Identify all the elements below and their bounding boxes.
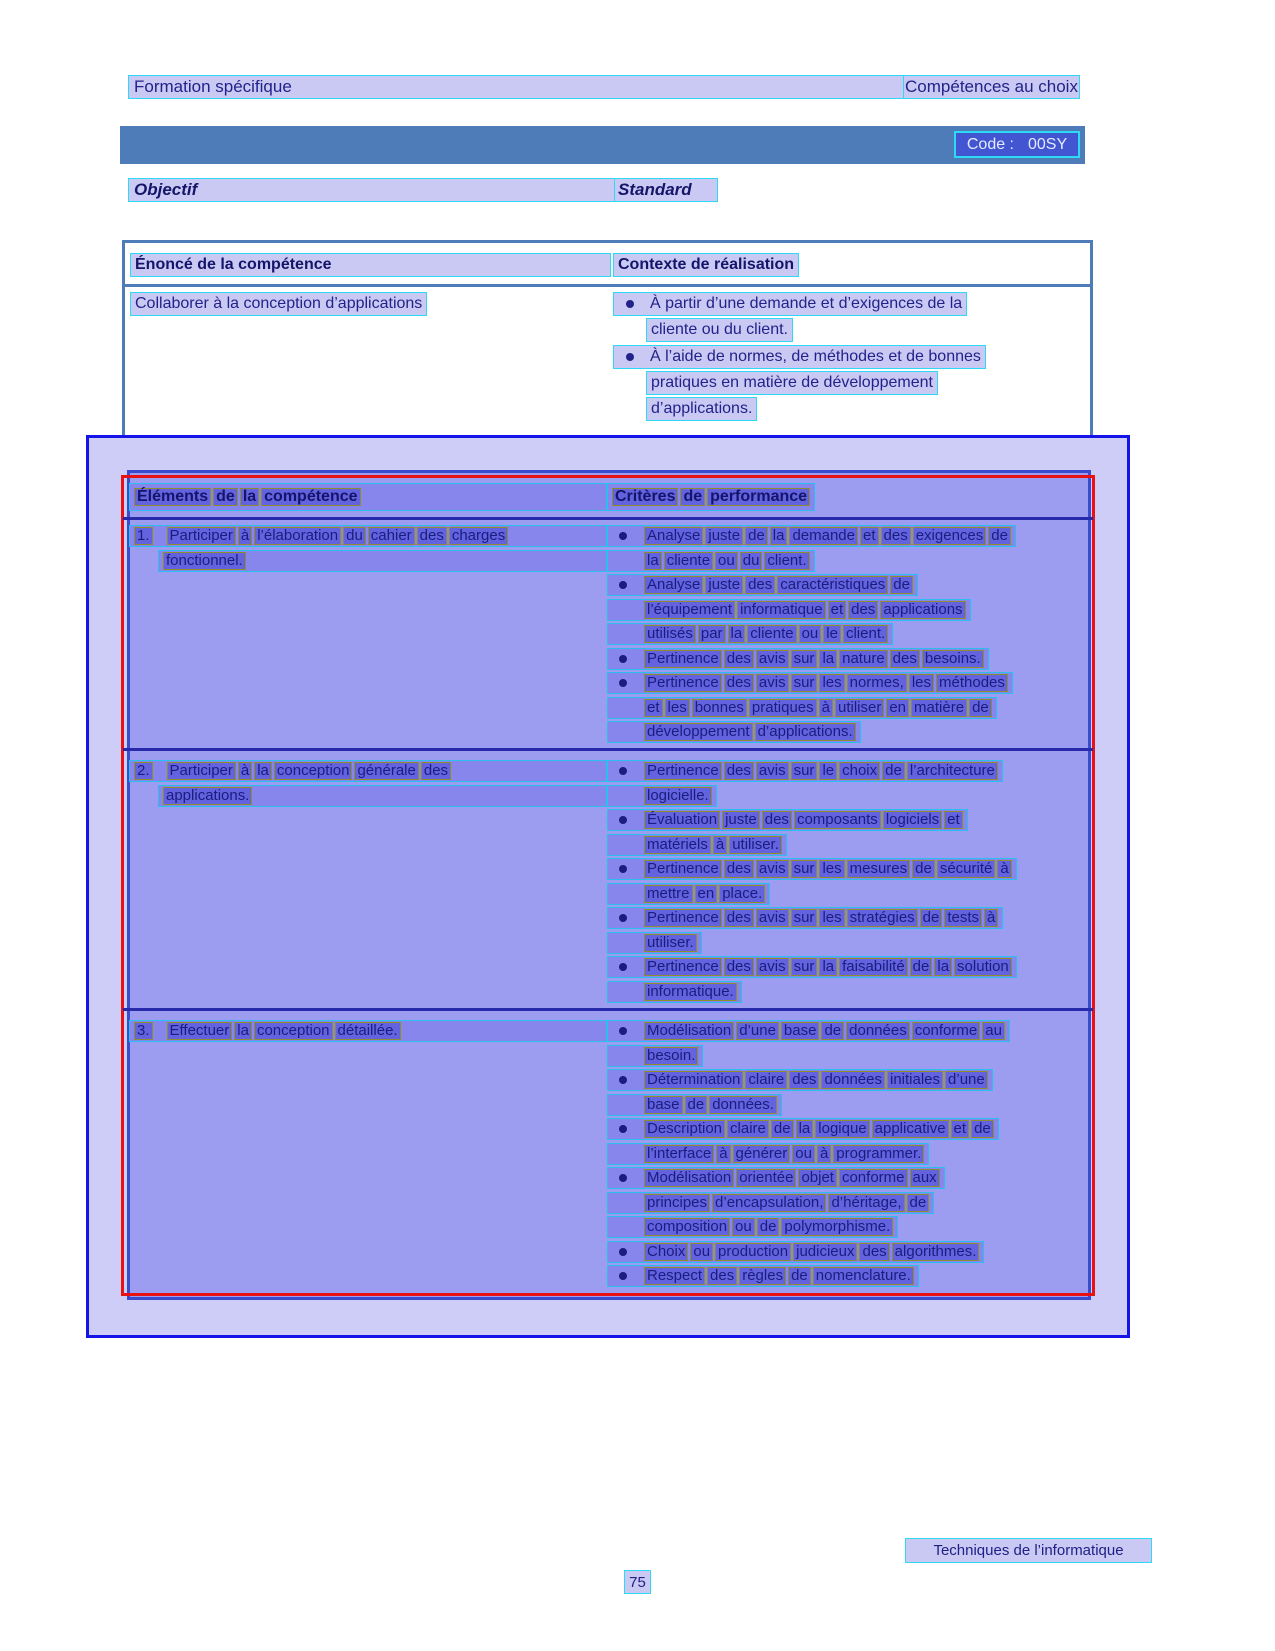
criterion-line: Évaluation juste des composants logiciels et: [643, 811, 964, 829]
criterion-line: utilisés par la cliente ou le client.: [643, 625, 889, 643]
bullet-icon: [611, 1168, 643, 1188]
element-text: 1. Participer à l’élaboration du cahier des charges: [133, 527, 509, 545]
context-line: pratiques en matière de développement: [651, 373, 933, 391]
context-line: À l’aide de normes, de méthodes et de bonnes: [650, 347, 981, 365]
criterion-line: Modélisation d’une base de données conforme au: [643, 1022, 1006, 1040]
table1-col1-header-strip: [130, 253, 611, 277]
title-banner: [120, 126, 1085, 164]
criterion-line: Modélisation orientée objet conforme aux: [643, 1169, 941, 1187]
context-line: À partir d’une demande et d’exigences de la: [650, 295, 963, 312]
list-item: [607, 1192, 1091, 1217]
bullet-gap: [611, 722, 643, 742]
criterion-line: Pertinence des avis sur la nature des besoins.: [643, 650, 985, 668]
list-item: [607, 907, 1091, 932]
context-bullet-list: [613, 292, 1091, 423]
element-line: [129, 525, 607, 550]
criterion-line: et les bonnes pratiques à utiliser en matière de: [643, 699, 993, 717]
element-line: [129, 1020, 607, 1045]
criterion-line: base de données.: [643, 1096, 778, 1114]
bullet-icon: [611, 859, 643, 879]
bullet-gap: [611, 786, 643, 806]
bullet-gap: [611, 551, 643, 571]
list-item: [607, 1020, 1091, 1045]
criterion-line: Respect des règles de nomenclature.: [643, 1267, 915, 1285]
list-item: [607, 932, 1091, 957]
list-item: [607, 760, 1091, 785]
list-item: [607, 1143, 1091, 1168]
running-header-right-box: [903, 75, 1080, 99]
bullet-icon: [611, 673, 643, 693]
list-item: [607, 809, 1091, 834]
criteria-cell-3: [607, 1020, 1091, 1290]
bullet-gap: [611, 835, 643, 855]
code-value: 00SY: [1028, 135, 1068, 153]
criterion-line: la cliente ou du client.: [643, 552, 811, 570]
standard-label: Standard: [618, 180, 692, 199]
code-badge: [954, 131, 1080, 158]
context-line: cliente ou du client.: [651, 321, 788, 339]
list-item: [607, 1069, 1091, 1094]
table1-header-divider: [125, 284, 1090, 287]
criterion-line: Détermination claire des données initiales d’une: [643, 1071, 989, 1089]
list-item: [613, 397, 1091, 423]
running-header-right: Compétences au choix: [905, 77, 1078, 96]
element-line: [129, 785, 607, 810]
list-item: [607, 1167, 1091, 1192]
bullet-icon: [611, 1070, 643, 1090]
objectif-label: Objectif: [134, 180, 198, 199]
context-line: d’applications.: [651, 400, 753, 418]
standard-box: [614, 178, 718, 202]
list-item: [607, 858, 1091, 883]
bullet-icon: [611, 1119, 643, 1139]
criterion-line: développement d’applications.: [643, 723, 857, 741]
list-item: [607, 550, 1091, 575]
element-cell-1: [129, 525, 607, 574]
bullet-gap: [611, 698, 643, 718]
bullet-icon: [611, 957, 643, 977]
bullet-gap: [611, 1144, 643, 1164]
criterion-line: Pertinence des avis sur les stratégies de tests à: [643, 909, 999, 927]
table2-col2-header-strip: [607, 483, 815, 511]
criterion-line: l’interface à générer ou à programmer.: [643, 1145, 925, 1163]
list-item: [607, 785, 1091, 810]
bullet-icon: [611, 1242, 643, 1262]
list-item: [607, 721, 1091, 746]
bullet-icon: [618, 293, 650, 315]
list-item: [607, 648, 1091, 673]
bullet-icon: [611, 810, 643, 830]
element-line: [129, 760, 607, 785]
list-item: [607, 883, 1091, 908]
bullet-icon: [611, 526, 643, 546]
list-item: [607, 1094, 1091, 1119]
criterion-line: logicielle.: [643, 787, 713, 805]
table2-divider: [123, 517, 1093, 520]
element-cell-3: [129, 1020, 607, 1045]
criterion-line: besoin.: [643, 1047, 699, 1065]
table2-row-divider: [123, 1008, 1093, 1011]
list-item: [613, 318, 1091, 344]
criterion-line: Analyse juste des caractéristiques de: [643, 576, 914, 594]
element-cell-2: [129, 760, 607, 809]
table2-col1-header: Éléments de la compétence: [133, 488, 362, 506]
list-item: [607, 672, 1091, 697]
list-item: [607, 1241, 1091, 1266]
bullet-icon: [611, 761, 643, 781]
criterion-line: Pertinence des avis sur les mesures de sécurité à: [643, 860, 1013, 878]
list-item: [613, 371, 1091, 397]
running-header-left: Formation spécifique: [134, 77, 292, 96]
list-item: [607, 981, 1091, 1006]
criterion-line: mettre en place.: [643, 885, 766, 903]
bullet-gap: [611, 1193, 643, 1213]
bullet-icon: [611, 1266, 643, 1286]
criterion-line: utiliser.: [643, 934, 698, 952]
element-line: [129, 550, 607, 575]
table2-col2-header: Critères de performance: [611, 488, 811, 506]
criterion-line: informatique.: [643, 983, 738, 1001]
table2-row-divider: [123, 748, 1093, 751]
criterion-line: principes d’encapsulation, d’héritage, de: [643, 1194, 930, 1212]
bullet-gap: [611, 982, 643, 1002]
element-text: applications.: [162, 787, 253, 805]
bullet-icon: [611, 1021, 643, 1041]
element-text: 2. Participer à la conception générale des: [133, 762, 452, 780]
table2-col1-header-strip: [129, 483, 607, 511]
bullet-gap: [611, 933, 643, 953]
bullet-gap: [611, 624, 643, 644]
page-number-box: [624, 1570, 651, 1594]
page-number: 75: [629, 1573, 646, 1591]
list-item: [607, 1216, 1091, 1241]
bullet-icon: [611, 575, 643, 595]
bullet-gap: [611, 600, 643, 620]
footer-program-name: Techniques de l’informatique: [933, 1542, 1124, 1559]
criterion-line: composition ou de polymorphisme.: [643, 1218, 894, 1236]
criterion-line: Description claire de la logique applicative et de: [643, 1120, 995, 1138]
list-item: [607, 525, 1091, 550]
list-item: [607, 599, 1091, 624]
list-item: [607, 956, 1091, 981]
criterion-line: l’équipement informatique et des applications: [643, 601, 967, 619]
bullet-gap: [611, 884, 643, 904]
list-item: [607, 1045, 1091, 1070]
criterion-line: Choix ou production judicieux des algorithmes.: [643, 1243, 980, 1261]
criterion-line: matériels à utiliser.: [643, 836, 783, 854]
criteria-cell-2: [607, 760, 1091, 1005]
list-item: [607, 574, 1091, 599]
footer-program-box: [905, 1538, 1152, 1563]
bullet-icon: [618, 346, 650, 368]
bullet-gap: [611, 1046, 643, 1066]
list-item: [607, 623, 1091, 648]
table1-col2-header-strip: [613, 253, 799, 277]
list-item: [613, 292, 1091, 318]
list-item: [607, 1265, 1091, 1290]
list-item: [607, 834, 1091, 859]
competence-statement: Collaborer à la conception d’applications: [135, 295, 423, 312]
competence-statement-strip: [130, 292, 427, 316]
criterion-line: Pertinence des avis sur la faisabilité de la solution: [643, 958, 1013, 976]
list-item: [607, 1118, 1091, 1143]
elements-table: [121, 475, 1095, 1296]
criterion-line: Pertinence des avis sur les normes, les méthodes: [643, 674, 1009, 692]
element-text: fonctionnel.: [162, 552, 247, 570]
element-text: 3. Effectuer la conception détaillée.: [133, 1022, 402, 1040]
criterion-line: Pertinence des avis sur le choix de l’architecture: [643, 762, 999, 780]
code-label: Code :: [966, 135, 1014, 153]
bullet-gap: [611, 1095, 643, 1115]
table1-col2-header: Contexte de réalisation: [618, 256, 795, 273]
list-item: [613, 345, 1091, 371]
bullet-gap: [611, 1217, 643, 1237]
criterion-line: Analyse juste de la demande et des exigences de: [643, 527, 1012, 545]
bullet-icon: [611, 908, 643, 928]
criteria-cell-1: [607, 525, 1091, 746]
table1-col1-header: Énoncé de la compétence: [135, 256, 332, 273]
list-item: [607, 697, 1091, 722]
bullet-icon: [611, 649, 643, 669]
